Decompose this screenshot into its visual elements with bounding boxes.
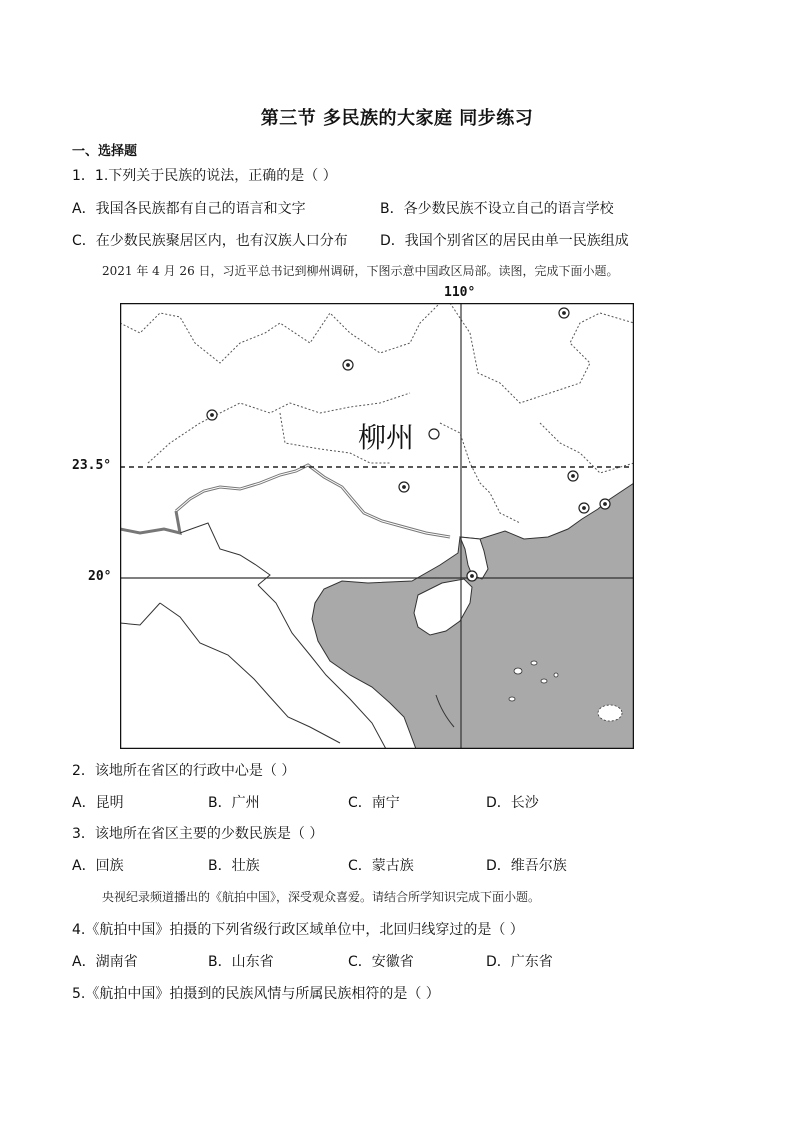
island-shape	[509, 697, 515, 701]
question-1-option-b[interactable]: B．各少数民族不设立自己的语言学校	[380, 201, 614, 217]
latitude-label-upper: 23.5°	[72, 458, 112, 473]
regional-map	[120, 303, 634, 749]
page-title: 第三节 多民族的大家庭 同步练习	[260, 108, 534, 129]
national-border	[176, 465, 450, 537]
sea-area	[312, 483, 634, 749]
island-shape	[514, 668, 522, 674]
question-4-option-c[interactable]: C．安徽省	[348, 954, 414, 970]
city-label-liuzhou: 柳州	[358, 421, 415, 454]
capital-marker-icon	[207, 410, 217, 420]
question-1-stem: 1．1.下列关于民族的说法，正确的是（ ）	[72, 168, 337, 184]
documentary-intro-text: 央视纪录频道播出的《航拍中国》，深受观众喜爱。请结合所学知识完成下面小题。	[102, 890, 541, 904]
question-3-stem: 3．该地所在省区主要的少数民族是（ ）	[72, 826, 324, 842]
question-2-option-d[interactable]: D．长沙	[486, 795, 539, 811]
question-3-option-a[interactable]: A．回族	[72, 858, 124, 874]
question-1-option-a[interactable]: A．我国各民族都有自己的语言和文字	[72, 201, 306, 217]
capital-marker-icon	[559, 308, 569, 318]
capital-marker-icon	[399, 482, 409, 492]
question-4-option-a[interactable]: A．湖南省	[72, 954, 138, 970]
capital-marker-icon	[343, 360, 353, 370]
question-2-option-c[interactable]: C．南宁	[348, 795, 400, 811]
question-4-option-b[interactable]: B．山东省	[208, 954, 274, 970]
island-shape	[554, 673, 558, 677]
capital-marker-icon	[600, 499, 610, 509]
question-2-stem: 2．该地所在省区的行政中心是（ ）	[72, 763, 296, 779]
capital-marker-icon	[579, 503, 589, 513]
question-3-option-b[interactable]: B．壮族	[208, 858, 260, 874]
city-marker-icon	[429, 429, 439, 439]
question-1-option-d[interactable]: D．我国个别省区的居民由单一民族组成	[380, 233, 629, 249]
question-5-stem: 5.《航拍中国》拍摄到的民族风情与所属民族相符的是（ ）	[72, 986, 440, 1002]
island-shape	[531, 661, 537, 665]
section-heading: 一、选择题	[72, 144, 138, 159]
question-3-option-d[interactable]: D．维吾尔族	[486, 858, 567, 874]
question-1-option-c[interactable]: C．在少数民族聚居区内，也有汉族人口分布	[72, 233, 348, 249]
question-4-stem: 4.《航拍中国》拍摄的下列省级行政区域单位中，北回归线穿过的是（ ）	[72, 922, 524, 938]
island-shape	[541, 679, 547, 683]
island-shape	[598, 705, 622, 721]
longitude-label: 110°	[444, 285, 476, 300]
question-3-option-c[interactable]: C．蒙古族	[348, 858, 414, 874]
map-intro-text: 2021 年 4 月 26 日，习近平总书记到柳州调研，下图示意中国政区局部。读图，完成下面小题。	[102, 264, 619, 278]
capital-marker-icon	[568, 471, 578, 481]
capital-marker-icon	[467, 571, 477, 581]
latitude-label-lower: 20°	[88, 569, 112, 584]
question-2-option-a[interactable]: A．昆明	[72, 795, 124, 811]
question-4-option-d[interactable]: D．广东省	[486, 954, 553, 970]
question-2-option-b[interactable]: B．广州	[208, 795, 260, 811]
